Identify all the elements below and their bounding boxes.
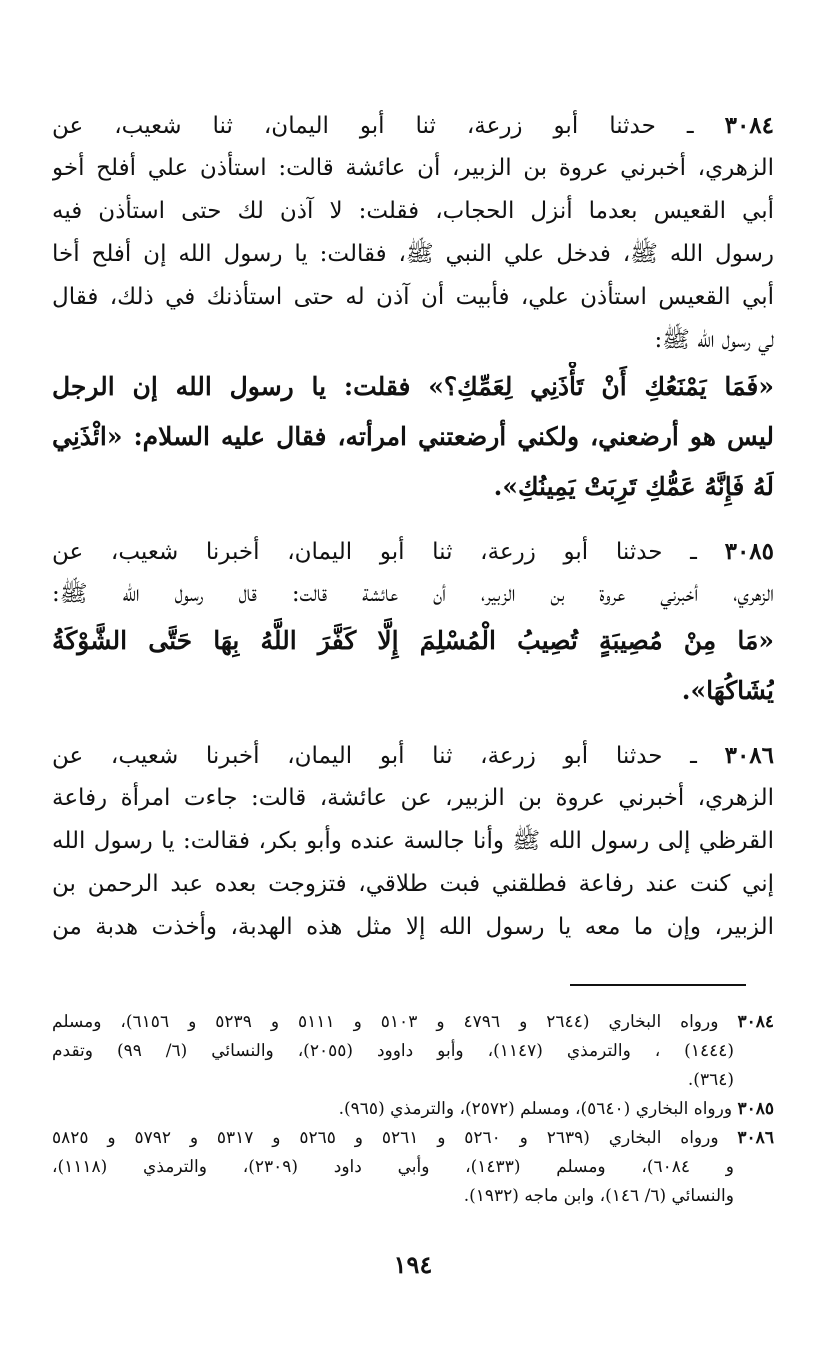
hadith-3086 (52, 734, 774, 949)
text-line: الزهري، أخبرني عروة بن الزبير، أن عائشة قالت: استأذن علي أفلح أخو (52, 155, 774, 181)
text-segment: ـ حدثنا أبو زرعة، ثنا أبو اليمان، أخبرنا شعيب، عن (52, 743, 697, 769)
text-line: لي رسول الله ﷺ: (654, 327, 774, 353)
footnote-line (52, 1124, 774, 1153)
text-line (52, 530, 774, 573)
main-text (52, 104, 774, 967)
hadith-3084 (52, 104, 774, 512)
hadith-number: ٣٠٨٥ (724, 538, 774, 565)
footnote-number: ٣٠٨٤ (737, 1012, 774, 1032)
footnote-line (52, 1095, 774, 1124)
footnote-divider (570, 984, 746, 986)
hadith-3085 (52, 530, 774, 716)
text-line: الزهري، أخبرني عروة بن الزبير، عن عائشة، قالت: جاءت امرأة رفاعة (52, 785, 774, 811)
footnote-line: و ٦٠٨٤)، ومسلم (١٤٣٣)، وأبي داود (٢٣٠٩)، والترمذي (١١١٨)، (52, 1157, 734, 1177)
text-line (52, 104, 774, 147)
text-line: الزبير، وإن ما معه يا رسول الله إلا مثل هذه الهدبة، وأخذت هدبة من (52, 914, 774, 940)
text-line: إني كنت عند رفاعة فطلقني فبت طلاقي، فتزوجت بعده عبد الرحمن بن (52, 871, 774, 897)
footnote-line: (٣٦٤). (687, 1070, 734, 1090)
text-line: أبي القعيس استأذن علي، فأبيت أن آذن له حتى استأذنك في ذلك، فقال (52, 284, 774, 310)
bold-text-line: «مَا مِنْ مُصِيبَةٍ تُصِيبُ الْمُسْلِمَ إِلَّا كَفَّرَ اللَّهُ بِهَا حَتَّى الشَّوْكَةُ (52, 626, 774, 655)
footnote-text: ورواه البخاري (٢٦٣٩ و ٥٢٦٠ و ٥٢٦١ و ٥٢٦٥ و ٥٣١٧ و ٥٧٩٢ و ٥٨٢٥ (52, 1128, 719, 1148)
page-number: ١٩٤ (393, 1250, 433, 1279)
text-line: رسول الله ﷺ، فدخل علي النبي ﷺ، فقالت: يا رسول الله إن أفلح أخا (52, 241, 774, 267)
text-segment: ـ حدثنا أبو زرعة، ثنا أبو اليمان، أخبرنا شعيب، عن (52, 539, 697, 565)
text-line: الزهري، أخبرني عروة بن الزبير، أن عائشة قالت: قال رسول الله ﷺ: (52, 581, 774, 607)
footnote-text: ورواه البخاري (٥٦٤٠)، ومسلم (٢٥٧٢)، والترمذي (٩٦٥). (338, 1099, 733, 1119)
bold-text-line: «فَمَا يَمْنَعُكِ أَنْ تَأْذَنِي لِعَمِّكِ؟» فقلت: يا رسول الله إن الرجل (52, 372, 774, 401)
bold-text-line: يُشَاكُهَا». (681, 676, 774, 705)
text-line: القرظي إلى رسول الله ﷺ وأنا جالسة عنده وأبو بكر، فقالت: يا رسول الله (52, 828, 774, 854)
text-segment: ـ حدثنا أبو زرعة، ثنا أبو اليمان، ثنا شعيب، عن (52, 113, 694, 139)
hadith-number: ٣٠٨٤ (724, 112, 774, 139)
bold-text-line: ليس هو أرضعني، ولكني أرضعتني امرأته، فقال عليه السلام: «ائْذَنِي (52, 422, 774, 451)
footnote-text: ورواه البخاري (٢٦٤٤ و ٤٧٩٦ و ٥١٠٣ و ٥١١١ و ٥٢٣٩ و ٦١٥٦)، ومسلم (52, 1012, 719, 1032)
footnote-line: والنسائي (٦/ ١٤٦)، وابن ماجه (١٩٣٢). (463, 1186, 734, 1206)
footnote-line: (١٤٤٤) ، والترمذي (١١٤٧)، وأبو داوود (٢٠٥٥)، والنسائي (٦/ ٩٩) وتقدم (52, 1041, 734, 1061)
footnotes (52, 1008, 774, 1211)
footnote-line (52, 1008, 774, 1037)
footnote-number: ٣٠٨٥ (737, 1099, 774, 1119)
text-line: أبي القعيس بعدما أنزل الحجاب، فقلت: لا آذن لك حتى استأذن فيه (52, 198, 774, 224)
bold-text-line: لَهُ فَإِنَّهُ عَمُّكِ تَرِبَتْ يَمِينُكِ». (493, 472, 774, 501)
hadith-number: ٣٠٨٦ (724, 742, 774, 769)
footnote-number: ٣٠٨٦ (737, 1128, 774, 1148)
text-line (52, 734, 774, 777)
